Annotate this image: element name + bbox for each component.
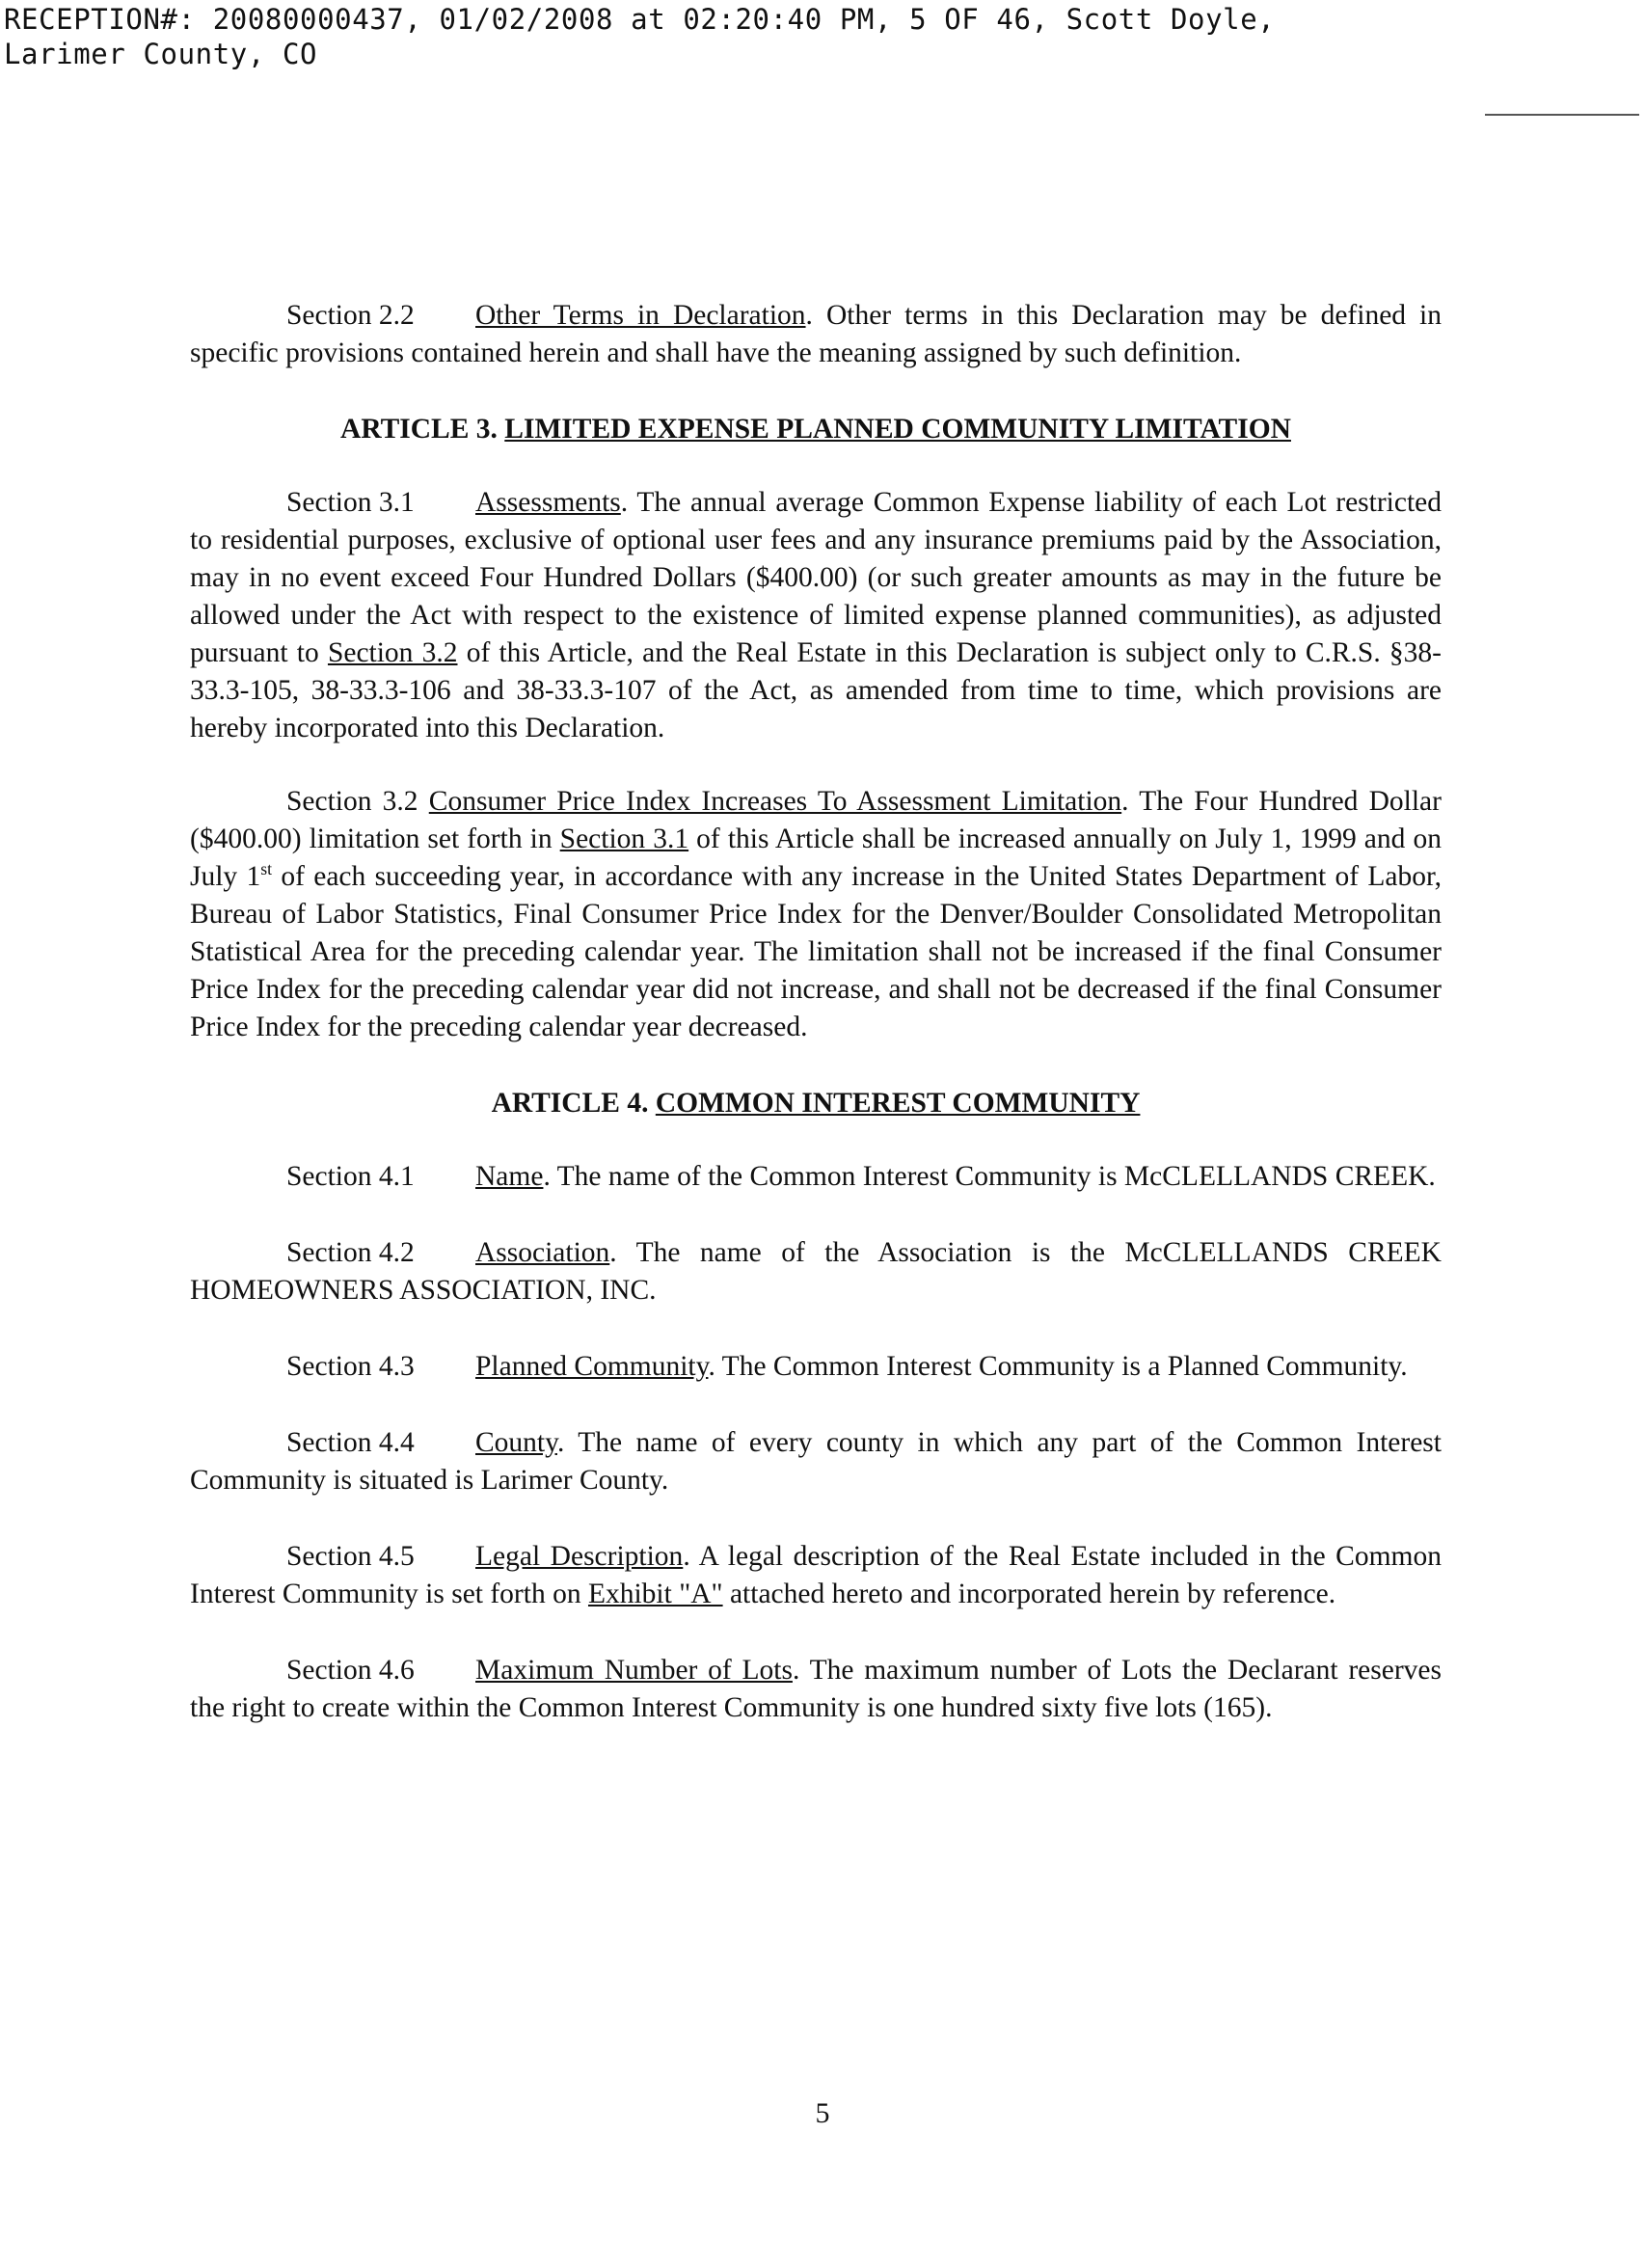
article-4-heading [190,1085,1442,1122]
section-number: Section 2.2 [286,300,415,331]
article-3-heading [190,411,1442,448]
section-2-2 [190,297,1442,372]
ordinal-suffix: st [260,859,273,879]
section-number: Section 4.4 [286,1427,415,1458]
section-number: Section 4.2 [286,1237,415,1268]
section-number: Section 3.2 [286,786,418,817]
section-text: . The maximum number of Lots the Declarant reserves the right to create within the Common Interest Community is one hundred sixty five lots (165). [190,1655,1442,1723]
article-title: COMMON INTEREST COMMUNITY [655,1088,1141,1119]
section-3-2 [190,783,1442,1046]
recording-stamp-line-1: RECEPTION#: 20080000437, 01/02/2008 at 02:20:40 PM, 5 OF 46, Scott Doyle, [4,3,1276,36]
section-text: of this Article, and the Real Estate in this Declaration is subject only to C.R.S. §38-33.3-105, 38-33.3-106 and 38-33.3-107 of the Act, as amended from time to time, which provisions are hereby incorporated into this Declaration. [190,637,1442,743]
section-title: Legal Description [475,1541,684,1572]
section-title: Other Terms in Declaration [475,300,806,331]
section-number: Section 4.5 [286,1541,415,1572]
section-4-2 [190,1234,1442,1310]
section-4-4 [190,1424,1442,1499]
section-text: . The name of the Association is the McCLELLANDS CREEK HOMEOWNERS ASSOCIATION, INC. [190,1237,1442,1306]
section-4-3 [190,1348,1442,1386]
section-text: attached hereto and incorporated herein by reference. [722,1579,1336,1609]
recording-stamp-line-2: Larimer County, CO [4,38,318,70]
section-title: Planned Community [475,1351,709,1382]
section-4-1 [190,1158,1442,1196]
section-text: . A legal description of the Real Estate included in the Common Interest Community is set forth on [190,1541,1442,1609]
recording-stamp [4,2,1275,71]
article-label: ARTICLE 4. [491,1088,649,1119]
section-number: Section 4.3 [286,1351,415,1382]
section-title: Name [475,1161,544,1192]
section-text: of each succeeding year, in accordance with any increase in the United States Department of Labor, Bureau of Labor Statistics, Final Consumer Price Index for the Denver/Boulder Consolidated Metropolitan Statistical Area for the preceding calendar year. The limitation shall not be increased if the final Consumer Price Index for the preceding calendar year did not increase, and shall not be decreased if the final Consumer Price Index for the preceding calendar year decreased. [190,861,1442,1042]
section-text: . Other terms in this Declaration may be defined in specific provisions contained herein and shall have the meaning assigned by such definition. [190,300,1442,368]
section-number: Section 4.1 [286,1161,415,1192]
section-text: . The Common Interest Community is a Planned Community. [708,1351,1408,1382]
article-label: ARTICLE 3. [340,414,498,445]
section-text: . The name of the Common Interest Community is McCLELLANDS CREEK. [543,1161,1436,1192]
article-title: LIMITED EXPENSE PLANNED COMMUNITY LIMITATION [504,414,1291,445]
page-number: 5 [815,2097,830,2129]
section-text: . The annual average Common Expense liability of each Lot restricted to residential purposes, exclusive of optional user fees and any insurance premiums paid by the Association, may in no event exceed Four Hundred Dollars ($400.00) (or such greater amounts as may in the future be allowed under the Act with respect to the existence of limited expense planned communities), as adjusted pursuant to [190,487,1442,668]
section-number: Section 3.1 [286,487,415,518]
section-4-5 [190,1538,1442,1613]
section-number: Section 4.6 [286,1655,415,1686]
corner-rule [1485,114,1639,116]
cross-reference: Section 3.1 [559,824,689,854]
section-text: of this Article shall be increased annually on July 1, 1999 and on July 1 [190,824,1442,892]
section-4-6 [190,1652,1442,1727]
section-text: . The name of every county in which any part of the Common Interest Community is situated is Larimer County. [190,1427,1442,1496]
section-title: Consumer Price Index Increases To Assessment Limitation [428,786,1122,817]
section-title: Maximum Number of Lots [475,1655,793,1686]
section-3-1 [190,484,1442,747]
section-title: County [475,1427,557,1458]
section-title: Assessments [475,487,621,518]
section-text: . The Four Hundred Dollar ($400.00) limitation set forth in [190,786,1442,854]
document-body [190,297,1442,1727]
exhibit-reference: Exhibit "A" [587,1579,723,1609]
section-title: Association [475,1237,610,1268]
cross-reference: Section 3.2 [327,637,458,668]
